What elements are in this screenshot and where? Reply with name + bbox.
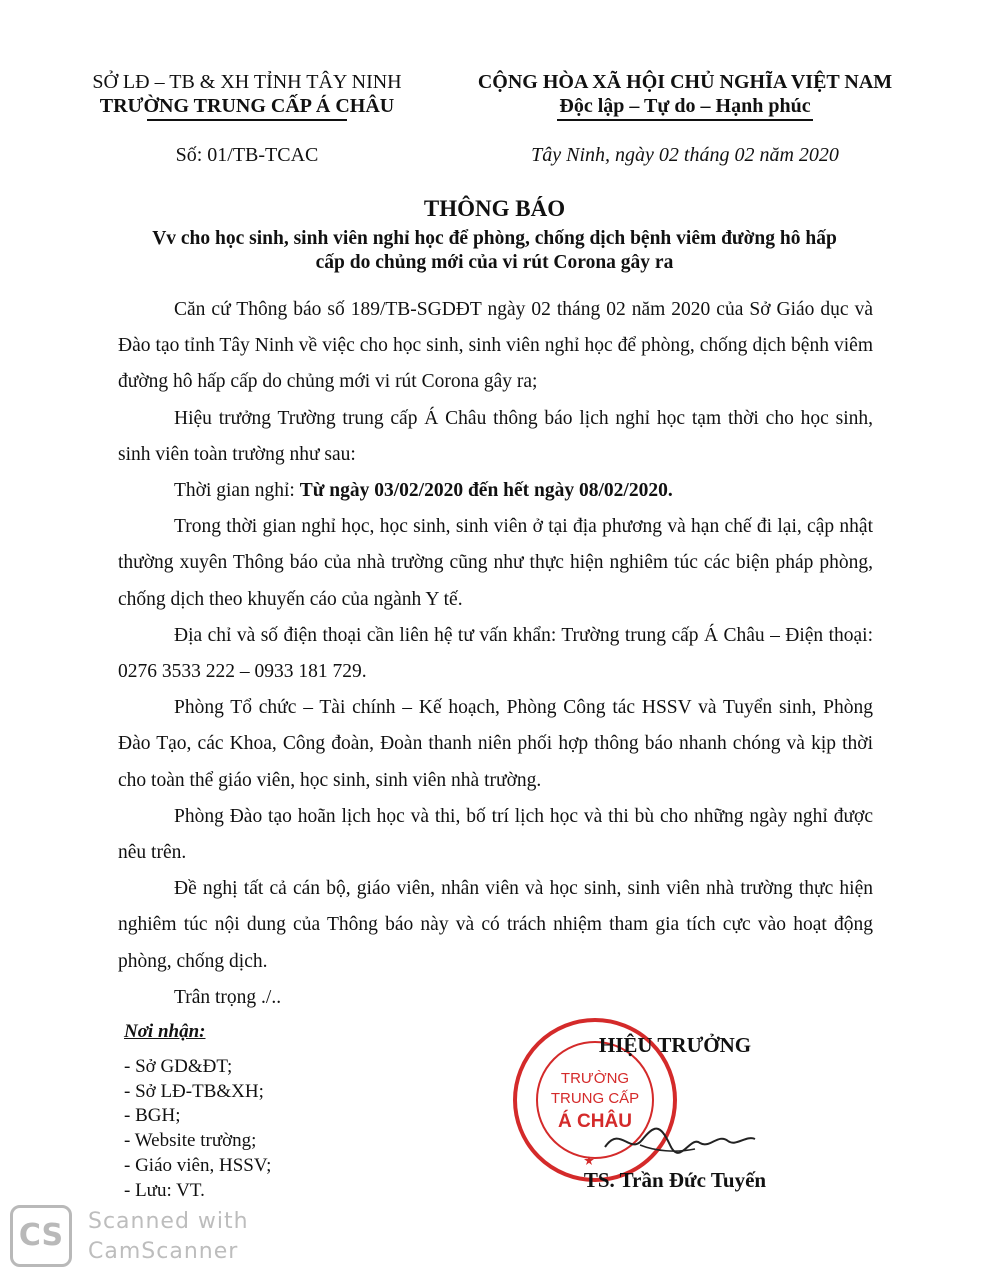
paragraph-contact: Địa chỉ và số điện thoại cần liên hệ tư vấn khẩn: Trường trung cấp Á Châu – Điện thoại: 0276 3533 222 – 0933 181 729. [118, 624, 873, 683]
paragraph-departments: Phòng Tổ chức – Tài chính – Kế hoạch, Phòng Công tác HSSV và Tuyển sinh, Phòng Đào Tạo, các Khoa, Công đoàn, Đoàn thanh niên phối hợp thông báo nhanh chóng và kịp thời cho toàn thể giáo viên, học sinh, sinh viên nhà trường. [118, 697, 873, 791]
school-name: TRƯỜNG TRUNG CẤP Á CHÂU [99, 95, 395, 117]
watermark-line1: Scanned with [88, 1209, 249, 1234]
place-date: Tây Ninh, ngày 02 tháng 02 năm 2020 [531, 144, 839, 166]
watermark-line2: CamScanner [88, 1239, 239, 1264]
national-motto: Độc lập – Tự do – Hạnh phúc [559, 95, 811, 117]
signer-role: HIỆU TRƯỞNG [598, 1033, 752, 1057]
recipient-item: - Sở GD&ĐT; [124, 1055, 233, 1077]
signer-name: TS. Trần Đức Tuyến [583, 1168, 767, 1192]
national-motto-underline [557, 119, 813, 121]
break-period-label: Thời gian nghỉ: [174, 480, 300, 502]
paragraph-announcement: Hiệu trưởng Trường trung cấp Á Châu thông báo lịch nghỉ học tạm thời cho học sinh, sinh viên toàn trường như sau: [118, 407, 873, 465]
document-number: Số: 01/TB-TCAC [175, 144, 319, 166]
recipients-title: Nơi nhận: [124, 1021, 206, 1042]
paragraph-instructions: Trong thời gian nghỉ học, học sinh, sinh viên ở tại địa phương và hạn chế đi lại, cập nhật thường xuyên Thông báo của nhà trường cũng như thực hiện nghiêm túc các biện pháp phòng, chống dịch theo khuyến cáo của ngành Y tế. [118, 516, 873, 610]
paragraph-request: Đề nghị tất cả cán bộ, giáo viên, nhân viên và học sinh, sinh viên nhà trường thực hiện nghiêm túc nội dung của Thông báo này và có trách nhiệm tham gia tích cực vào hoạt động phòng, chống dịch. [118, 878, 873, 972]
notice-body [118, 292, 873, 1016]
notice-subtitle-line1: Vv cho học sinh, sinh viên nghỉ học để phòng, chống dịch bệnh viêm đường hô hấp [152, 228, 837, 249]
paragraph-break-period [118, 473, 873, 509]
recipients-block [124, 1020, 271, 1204]
stamp-line3: Á CHÂU [558, 1111, 632, 1132]
national-title: CỘNG HÒA XÃ HỘI CHỦ NGHĨA VIỆT NAM [477, 71, 893, 93]
paragraph-legal-basis: Căn cứ Thông báo số 189/TB-SGDĐT ngày 02 tháng 02 năm 2020 của Sở Giáo dục và Đào tạo tỉnh Tây Ninh về việc cho học sinh, sinh viên nghỉ học để phòng, chống dịch bệnh viêm đường hô hấp cấp do chủng mới vi rút Corona gây ra; [118, 299, 873, 393]
notice-subtitle-line2: cấp do chủng mới của vi rút Corona gây ra [315, 252, 674, 273]
handwritten-signature [600, 1115, 760, 1165]
notice-title: THÔNG BÁO [423, 196, 566, 221]
recipient-item: - Website trường; [124, 1130, 257, 1152]
recipient-item: - Giáo viên, HSSV; [124, 1154, 272, 1176]
camscanner-logo-icon: CS [10, 1205, 72, 1267]
recipient-item: - BGH; [124, 1105, 181, 1127]
break-period-dates: Từ ngày 03/02/2020 đến hết ngày 08/02/2020. [299, 480, 673, 502]
stamp-line2: TRUNG CẤP [550, 1090, 640, 1107]
stamp-line1: TRƯỜNG [560, 1070, 630, 1087]
recipient-item: - Lưu: VT. [124, 1179, 205, 1201]
school-name-underline [147, 119, 347, 121]
agency-name: SỞ LĐ – TB & XH TỈNH TÂY NINH [92, 71, 402, 93]
scanner-watermark [10, 1205, 270, 1271]
watermark-text [88, 1207, 249, 1267]
recipient-item: - Sở LĐ-TB&XH; [124, 1080, 264, 1102]
closing-remark: Trân trọng ./.. [174, 986, 282, 1008]
paragraph-schedule: Phòng Đào tạo hoãn lịch học và thi, bố trí lịch học và thi bù cho những ngày nghỉ được nêu trên. [118, 805, 873, 864]
